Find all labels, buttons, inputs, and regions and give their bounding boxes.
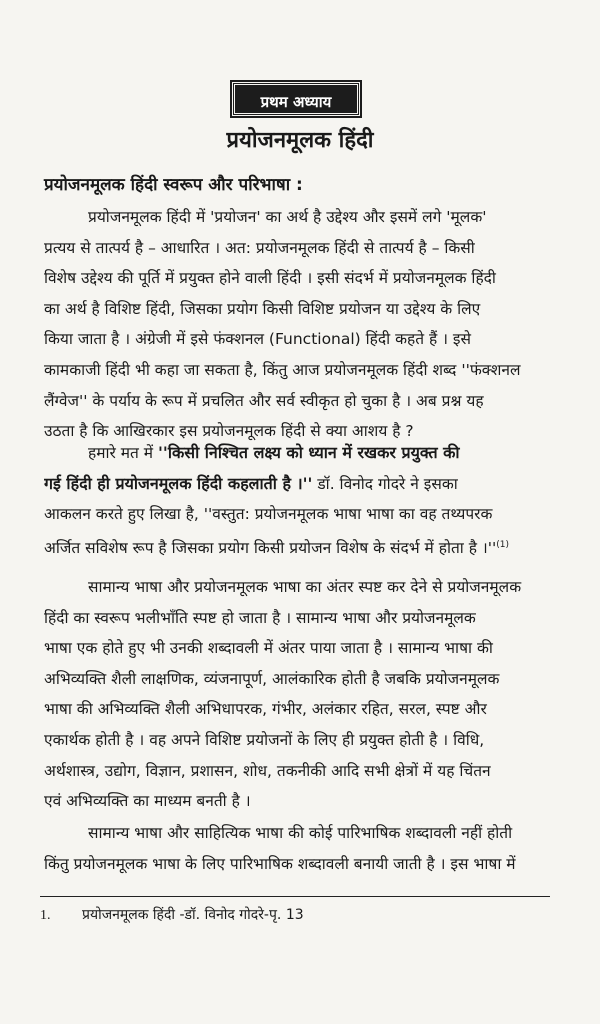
text-line: अर्थशास्त्र, उद्योग, विज्ञान, प्रशासन, शोध, तकनीकी आदि सभी क्षेत्रों में यह चिंतन — [44, 761, 491, 780]
text-line: एकार्थक होती है । वह अपने विशिष्ट प्रयोजनों के लिए ही प्रयुक्त होती है । विधि, — [44, 730, 485, 749]
text-line — [44, 438, 560, 469]
text-line: प्रत्यय से तात्पर्य है – आधारित । अत: प्रयोजनमूलक हिंदी से तात्पर्य है – किसी — [44, 238, 475, 257]
section-heading: प्रयोजनमूलक हिंदी स्वरूप और परिभाषा : — [44, 175, 303, 195]
text-line: आकलन करते हुए लिखा है, ''वस्तुत: प्रयोजनमूलक भाषा भाषा का वह तथ्यपरक — [44, 505, 493, 524]
paragraph-3 — [44, 572, 560, 817]
text-line: एवं अभिव्यक्ति का माध्यम बनती है । — [44, 792, 251, 811]
lead-text: हमारे मत में — [88, 444, 154, 462]
footnote-text: प्रयोजनमूलक हिंदी -डॉ. विनोद गोदरे-पृ. 13 — [82, 907, 304, 923]
footnote-reference: (1) — [496, 539, 510, 550]
highlighted-quote: गई हिंदी ही प्रयोजनमूलक हिंदी कहलाती है ।'' — [44, 473, 313, 493]
text-line: किंतु प्रयोजनमूलक भाषा के लिए पारिभाषिक शब्दावली बनायी जाती है । इस भाषा में — [44, 854, 516, 873]
paragraph-4 — [44, 818, 560, 879]
paragraph-2 — [44, 438, 560, 564]
footnote — [40, 905, 304, 924]
paragraph-1 — [44, 202, 560, 447]
citation-text: डॉ. विनोद गोदरे ने इसका — [317, 474, 458, 493]
text-line: का अर्थ है विशिष्ट हिंदी, जिसका प्रयोग किसी विशिष्ट प्रयोजन या उद्देश्य के लिए — [44, 299, 481, 318]
text-line: सामान्य भाषा और प्रयोजनमूलक भाषा का अंतर स्पष्ट कर देने से प्रयोजनमूलक — [88, 578, 522, 596]
text-line: विशेष उद्देश्य की पूर्ति में प्रयुक्त होने वाली हिंदी । इसी संदर्भ में प्रयोजनमूलक हिंदी — [44, 269, 496, 288]
text-line: भाषा एक होते हुए भी उनकी शब्दावली में अंतर पाया जाता है । सामान्य भाषा की — [44, 639, 493, 658]
text-line: हिंदी का स्वरूप भलीभाँति स्पष्ट हो जाता है । सामान्य भाषा और प्रयोजनमूलक — [44, 608, 476, 627]
text-line: अभिव्यक्ति शैली लाक्षणिक, व्यंजनापूर्ण, आलंकारिक होती है जबकि प्रयोजनमूलक — [44, 669, 500, 688]
text-line: भाषा की अभिव्यक्ति शैली अभिधापरक, गंभीर, अलंकार रहित, सरल, स्पष्ट और — [44, 700, 487, 719]
footnote-number: 1. — [40, 908, 51, 923]
text-line — [44, 530, 560, 564]
highlighted-quote: ''किसी निश्चित लक्ष्य को ध्यान में रखकर प्रयुक्त की — [158, 443, 460, 462]
text-line: किया जाता है । अंग्रेजी में इसे फंक्शनल (Functional) हिंदी कहते हैं । इसे — [44, 330, 472, 349]
page-title: प्रयोजनमूलक हिंदी — [226, 128, 374, 153]
text-line: प्रयोजनमूलक हिंदी में 'प्रयोजन' का अर्थ है उद्देश्य और इसमें लगे 'मूलक' — [88, 208, 487, 226]
quoted-definition: अर्जित सविशेष रूप है जिसका प्रयोग किसी प्रयोजन विशेष के संदर्भ में होता है ।'' — [44, 538, 497, 557]
text-line: कामकाजी हिंदी भी कहा जा सकता है, किंतु आज प्रयोजनमूलक हिंदी शब्द ''फंक्शनल — [44, 360, 521, 379]
text-line — [44, 469, 560, 500]
text-line: लैंग्वेज'' के पर्याय के रूप में प्रचलित और सर्व स्वीकृत हो चुका है । अब प्रश्न यह — [44, 391, 484, 410]
text-line: उठता है कि आखिरकार इस प्रयोजनमूलक हिंदी से क्या आशय है ? — [44, 422, 414, 441]
text-line: सामान्य भाषा और साहित्यिक भाषा की कोई पारिभाषिक शब्दावली नहीं होती — [88, 824, 513, 842]
chapter-badge: प्रथम अध्याय — [232, 82, 360, 116]
footnote-divider — [40, 896, 550, 897]
